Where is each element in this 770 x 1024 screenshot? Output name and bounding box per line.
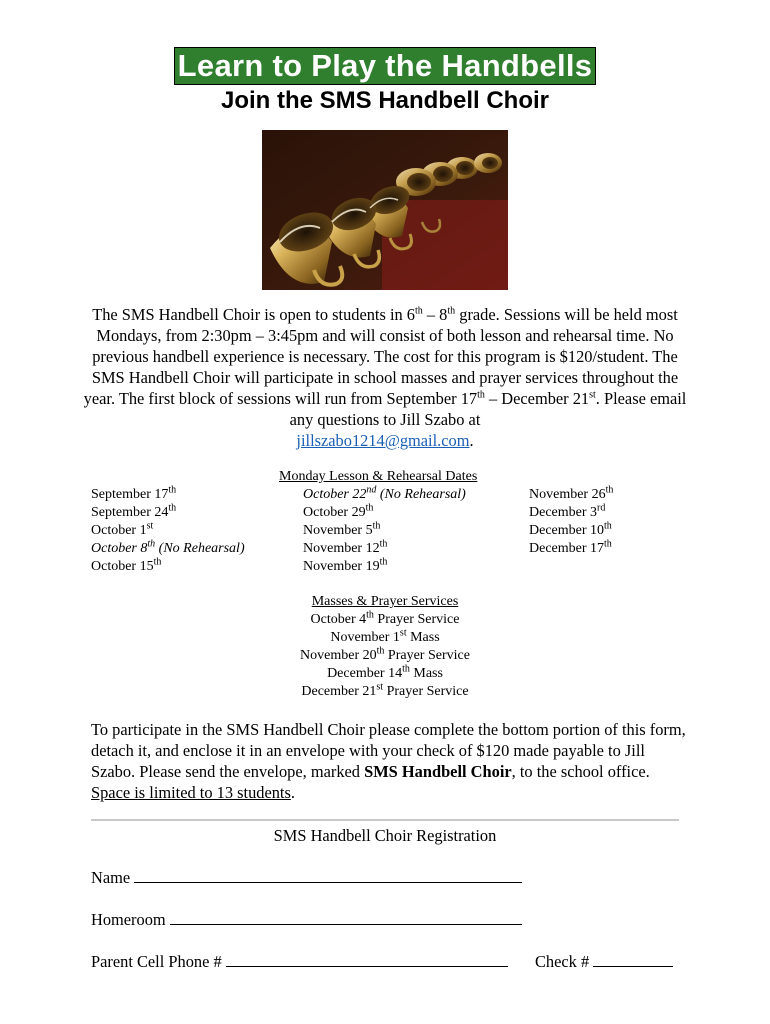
intro-sup-1: th [415, 305, 423, 317]
date-item-no-rehearsal: October 8th (No Rehearsal) [91, 538, 245, 556]
detach-divider [91, 819, 679, 821]
check-field [535, 951, 673, 972]
email-link[interactable]: jillszabo1214@gmail.com [296, 431, 470, 450]
handbells-illustration [262, 130, 508, 290]
intro-paragraph [82, 304, 688, 451]
participate-paragraph: To participate in the SMS Handbell Choir please complete the bottom portion of this form, detach it, and enclose it in an envelope with your check of $120 made payable to Jill Szabo. Please send the envelope, marked SMS Handbell Choir, to the school office. Space is limited to 13 students. [91, 720, 686, 802]
space-limit-note: Space is limited to 13 students [91, 783, 291, 802]
name-field [91, 867, 522, 888]
mass-item: December 14th Mass [327, 663, 443, 681]
check-blank[interactable] [593, 951, 673, 967]
registration-title: SMS Handbell Choir Registration [273, 826, 497, 845]
mass-item: December 21st Prayer Service [301, 681, 469, 699]
phone-field [91, 951, 508, 972]
homeroom-blank[interactable] [170, 909, 522, 925]
name-label: Name [91, 868, 131, 887]
intro-sup-3: th [477, 389, 485, 401]
date-item: November 12th [303, 538, 388, 556]
date-item: October 29th [303, 502, 374, 520]
date-item: October 15th [91, 556, 162, 574]
dates-left-column [91, 486, 245, 576]
date-item: September 24th [91, 502, 177, 520]
handbells-photo [262, 130, 508, 290]
date-item: November 5th [303, 520, 381, 538]
page-title: Learn to Play the Handbells [174, 47, 597, 85]
homeroom-field [91, 909, 522, 930]
intro-text-4: – December 21 [484, 389, 590, 408]
intro-sup-4: st [589, 389, 596, 401]
intro-text-6: . [469, 431, 474, 450]
date-item-no-rehearsal: October 22nd (No Rehearsal) [303, 484, 466, 502]
choir-name-bold: SMS Handbell Choir [364, 762, 512, 781]
date-item: December 10th [529, 520, 612, 538]
mass-item: November 1st Mass [330, 627, 440, 645]
name-blank[interactable] [134, 867, 522, 883]
check-label: Check # [535, 952, 590, 971]
intro-text-3: grade. Sessions will be held most Mondays, from 2:30pm – 3:45pm and will consist of both lesson and rehearsal time. No previous handbell experience is necessary. The cost for this program is $120/student. The SMS Handbell Choir will participate in school masses and prayer services throughout the year. The first block of sessions will run from September 17 [83, 305, 679, 408]
phone-label: Parent Cell Phone # [91, 952, 222, 971]
intro-text-5: . Please email any questions to Jill Szabo at [289, 389, 687, 429]
intro-sup-2: th [447, 305, 456, 317]
page-subtitle: Join the SMS Handbell Choir [220, 87, 550, 114]
title-wrapper [0, 47, 770, 85]
mass-item: November 20th Prayer Service [300, 645, 470, 663]
date-item: September 17th [91, 484, 177, 502]
homeroom-label: Homeroom [91, 910, 166, 929]
intro-text-1: The SMS Handbell Choir is open to students in 6 [92, 305, 415, 324]
date-item: November 19th [303, 556, 388, 574]
masses-section [0, 593, 770, 701]
date-item: October 1st [91, 520, 154, 538]
masses-header: Masses & Prayer Services [311, 594, 459, 609]
date-item: December 3rd [529, 502, 606, 520]
dates-middle-column [279, 468, 477, 576]
dates-header: Monday Lesson & Rehearsal Dates [279, 469, 478, 484]
dates-right-column [529, 486, 613, 558]
date-item: December 17th [529, 538, 612, 556]
phone-blank[interactable] [226, 951, 508, 967]
date-item: November 26th [529, 484, 614, 502]
intro-text-2: – 8 [422, 305, 448, 324]
mass-item: October 4th Prayer Service [310, 609, 460, 627]
